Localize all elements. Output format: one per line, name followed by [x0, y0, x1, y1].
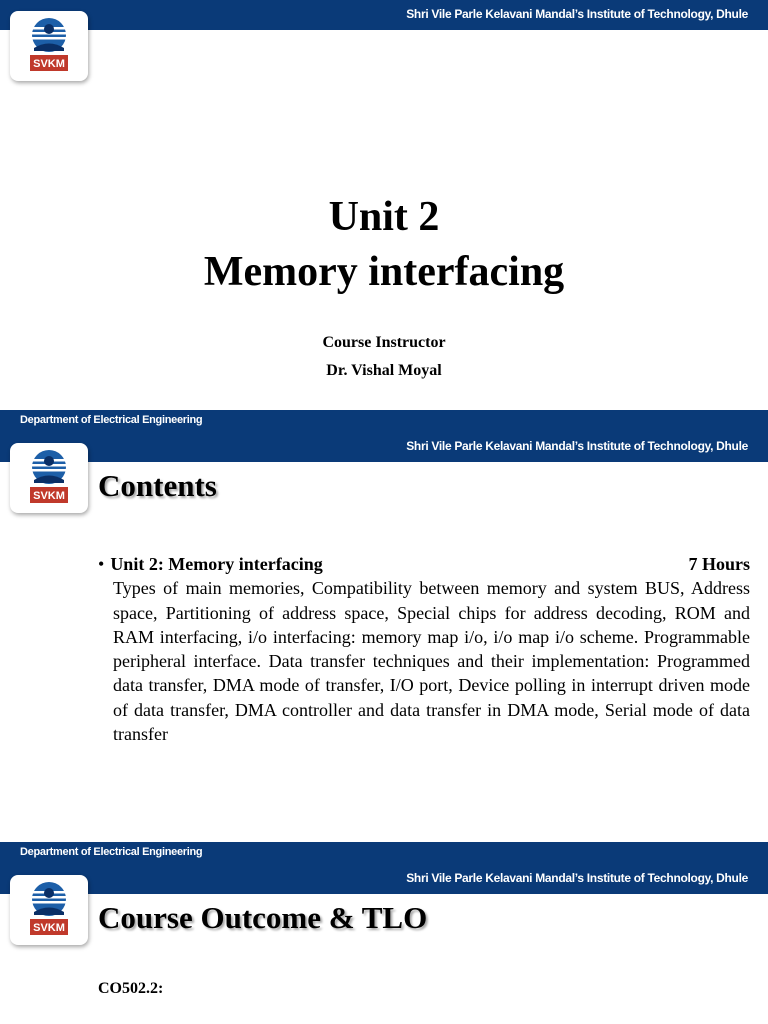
- unit-subtitle: Memory interfacing: [203, 249, 565, 295]
- bullet-hours: 7 Hours: [688, 554, 750, 574]
- svg-text:SVKM: SVKM: [33, 58, 65, 70]
- slide-contents: [0, 432, 768, 864]
- slide-title: [0, 0, 768, 432]
- svg-text:SVKM: SVKM: [33, 490, 65, 502]
- contents-heading: Contents: [98, 468, 217, 503]
- svkm-logo-icon: [16, 879, 82, 941]
- institute-name: Shri Vile Parle Kelavani Mandal’s Institute of Technology, Dhule: [406, 439, 748, 453]
- header-bar: [0, 0, 768, 30]
- svkm-logo: [10, 11, 88, 81]
- instructor-name: Dr. Vishal Moyal: [326, 362, 442, 379]
- department-name: Department of Electrical Engineering: [20, 414, 203, 426]
- svkm-logo-icon: [16, 447, 82, 509]
- institute-name: Shri Vile Parle Kelavani Mandal’s Institute of Technology, Dhule: [406, 7, 748, 21]
- contents-bullet: [98, 552, 750, 746]
- bullet-header: [98, 552, 750, 576]
- co-label: CO502.2:: [98, 980, 164, 997]
- slide-course-outcome: [0, 864, 768, 1024]
- svkm-logo: [10, 443, 88, 513]
- header-bar: [0, 432, 768, 462]
- footer-bar: [0, 410, 768, 432]
- bullet-title: • Unit 2: Memory interfacing: [98, 552, 323, 576]
- svg-text:SVKM: SVKM: [33, 922, 65, 934]
- svkm-logo: [10, 875, 88, 945]
- svkm-logo-icon: [16, 15, 82, 77]
- bullet-body: Types of main memories, Compatibility between memory and system BUS, Address space, Partitioning of address space, Special chips for address decoding, ROM and RAM interfacing, i/o interfacing: memory map i/o, i/o map i/o scheme. Programmable peripheral interface. Data transfer techniques and their implementation: Programmed data transfer, DMA mode of transfer, I/O port, Device polling in interrupt driven mode of data transfer, DMA controller and data transfer in DMA mode, Serial mode of data transfer: [113, 578, 750, 745]
- department-name: Department of Electrical Engineering: [20, 846, 203, 858]
- institute-name: Shri Vile Parle Kelavani Mandal’s Institute of Technology, Dhule: [406, 871, 748, 885]
- course-outcome-heading: Course Outcome & TLO: [98, 900, 428, 935]
- footer-bar: [0, 842, 768, 864]
- header-bar: [0, 864, 768, 894]
- unit-title: Unit 2: [328, 194, 440, 240]
- instructor-label: Course Instructor: [322, 334, 446, 351]
